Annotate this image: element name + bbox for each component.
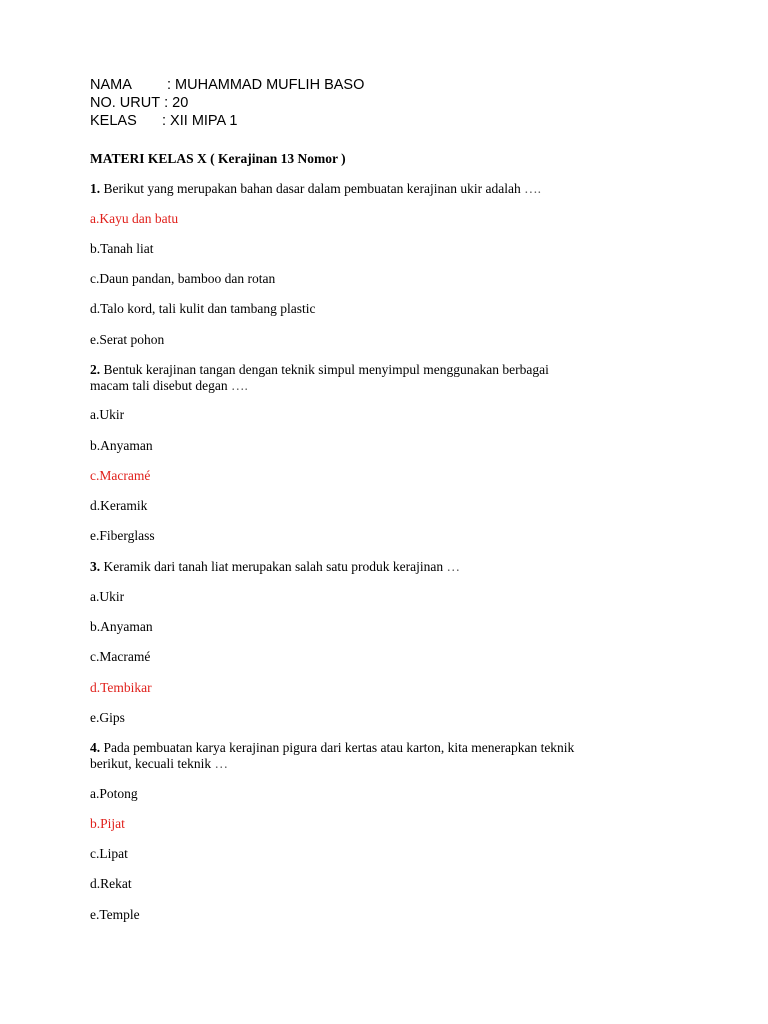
option-4a: a.Potong xyxy=(90,786,138,801)
section-title: MATERI KELAS X ( Kerajinan 13 Nomor ) xyxy=(90,151,346,166)
option-1d: d.Talo kord, tali kulit dan tambang plastic xyxy=(90,301,316,316)
number-value: : 20 xyxy=(164,95,189,111)
option-1a: a.Kayu dan batu xyxy=(90,211,179,226)
option-2d: d.Keramik xyxy=(90,498,148,513)
name-label: NAMA xyxy=(90,77,132,93)
class-row xyxy=(90,113,237,130)
question-number: 3. xyxy=(90,559,101,574)
question-ellipsis: …. xyxy=(230,378,248,393)
option-4e: e.Temple xyxy=(90,907,140,922)
question-2-line-1 xyxy=(90,361,549,378)
question-ellipsis: … xyxy=(446,559,460,574)
option-1c: c.Daun pandan, bamboo dan rotan xyxy=(90,271,276,286)
question-number: 2. xyxy=(90,362,101,377)
class-value: : XII MIPA 1 xyxy=(162,113,238,129)
option-4c: c.Lipat xyxy=(90,846,128,861)
name-row xyxy=(90,77,364,94)
question-text: berikut, kecuali teknik xyxy=(90,756,212,771)
option-3d: d.Tembikar xyxy=(90,680,152,695)
option-1b: b.Tanah liat xyxy=(90,241,154,256)
question-ellipsis: … xyxy=(214,756,228,771)
option-3c: c.Macramé xyxy=(90,649,151,664)
option-2e: e.Fiberglass xyxy=(90,528,155,543)
option-3e: e.Gips xyxy=(90,710,125,725)
option-2b: b.Anyaman xyxy=(90,438,153,453)
question-ellipsis: …. xyxy=(524,181,541,196)
number-label: NO. URUT xyxy=(90,95,161,111)
question-2-line-2 xyxy=(90,377,248,394)
question-1 xyxy=(90,180,541,197)
option-2a: a.Ukir xyxy=(90,407,125,422)
option-2c: c.Macramé xyxy=(90,468,151,483)
question-text: Keramik dari tanah liat merupakan salah satu produk kerajinan xyxy=(103,559,444,574)
option-1e: e.Serat pohon xyxy=(90,332,165,347)
question-number: 1. xyxy=(90,181,101,196)
question-number: 4. xyxy=(90,740,101,755)
question-text: macam tali disebut degan xyxy=(90,378,228,393)
option-3b: b.Anyaman xyxy=(90,619,153,634)
question-text: Berikut yang merupakan bahan dasar dalam pembuatan kerajinan ukir adalah xyxy=(103,181,521,196)
question-4-line-1 xyxy=(90,739,574,756)
class-label: KELAS xyxy=(90,113,137,129)
number-row xyxy=(90,95,188,112)
name-value: : MUHAMMAD MUFLIH BASO xyxy=(167,77,365,93)
question-4-line-2 xyxy=(90,755,228,772)
question-3 xyxy=(90,558,460,575)
option-4b: b.Pijat xyxy=(90,816,125,831)
question-text: Pada pembuatan karya kerajinan pigura dari kertas atau karton, kita menerapkan teknik xyxy=(103,740,575,755)
option-4d: d.Rekat xyxy=(90,876,132,891)
question-text: Bentuk kerajinan tangan dengan teknik simpul menyimpul menggunakan berbagai xyxy=(103,362,549,377)
option-3a: a.Ukir xyxy=(90,589,125,604)
